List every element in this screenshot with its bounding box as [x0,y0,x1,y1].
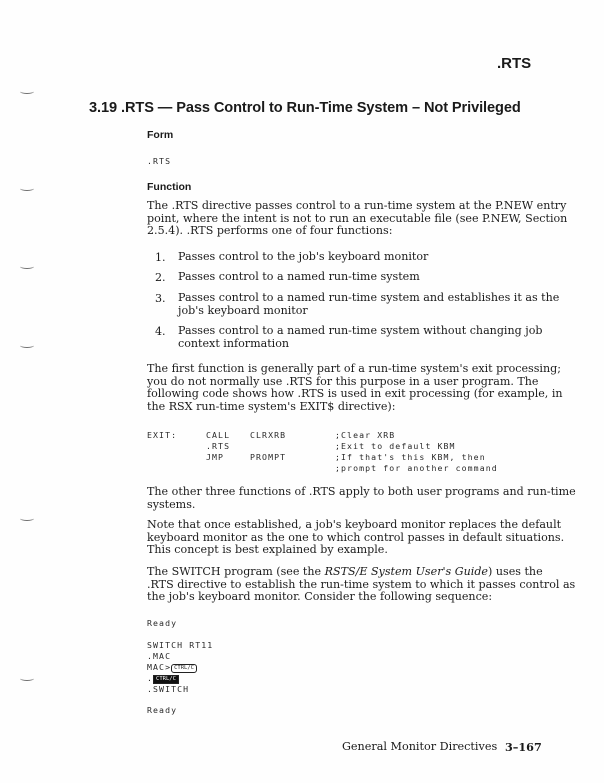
punch-mark [20,89,34,94]
text-run: ) uses the [488,565,543,578]
list-item-text: Passes control to a named run-time system and establishes it as the [178,291,560,304]
text-line [147,565,543,579]
text-line: This concept is best explained by example. [147,543,388,557]
ctrl-c-key-icon: CTRL/C [153,675,179,684]
text-line: point, where the intent is not to run an executable file (see P.NEW, Section [147,211,568,225]
list-item-text: Passes control to the job's keyboard monitor [178,250,429,263]
ctrl-c-key-icon: CTRL/C [171,664,197,673]
text-line: the RSX run-time system's EXIT$ directive): [147,399,396,413]
section-title-text: .RTS — Pass Control to Run-Time System – Not Privileged [120,100,521,116]
switch-command: SWITCH RT11 [147,640,214,650]
function-heading: Function [147,181,192,193]
form-heading: Form [147,129,174,141]
section-title [89,100,521,116]
other-functions-paragraph [147,485,576,511]
punch-mark [20,343,34,348]
section-number: 3.19 [89,100,118,116]
mac-prompt: .MAC [147,651,172,661]
text-line: 2.5.4). .RTS performs one of four functions: [147,224,393,238]
text-line: .RTS directive to establish the run-time system to which it passes control as [147,577,576,591]
ready-prompt: Ready [147,618,178,628]
exit-processing-paragraph [147,362,563,413]
prompt-text: . [147,673,154,683]
running-head: .RTS [497,55,532,72]
mac-ctrl-c-line [147,662,197,673]
code-label: EXIT: [147,430,178,440]
list-item-text: Passes control to a named run-time system [178,270,420,283]
intro-paragraph [147,199,568,238]
code-comment: ;Exit to default KBM [335,441,456,451]
text-line: the job's keyboard monitor. Consider the following sequence: [147,590,493,604]
text-line: following code shows how .RTS is used in exit processing (for example, in [147,387,563,401]
code-comment: ;If that's this KBM, then [335,452,486,462]
code-op: JMP [206,452,225,462]
list-number: 2. [155,271,166,284]
code-comment: ;prompt for another command [335,463,498,473]
punch-mark [20,186,34,191]
punch-mark [20,676,34,681]
code-arg: CLRXRB [250,430,287,440]
keyboard-monitor-paragraph [147,518,565,557]
list-number: 3. [155,292,166,305]
text-line: you do not normally use .RTS for this purpose in a user program. The [147,374,539,388]
code-op: CALL [206,430,231,440]
list-number: 1. [155,251,166,264]
prompt-text: MAC> [147,662,172,672]
dot-ctrl-c-line [147,673,179,684]
text-line: systems. [147,497,196,511]
punch-mark [20,264,34,269]
guide-citation: RSTS/E System User's Guide [324,565,488,578]
ready-prompt: Ready [147,705,178,715]
code-arg: PROMPT [250,452,287,462]
punch-mark [20,516,34,521]
switch-program-paragraph [147,565,576,604]
text-line: The .RTS directive passes control to a run-time system at the P.NEW entry [147,199,567,212]
switch-prompt: .SWITCH [147,684,190,694]
list-item-text: job's keyboard monitor [178,303,308,317]
code-comment: ;Clear XRB [335,430,396,440]
footer-title: General Monitor Directives [342,740,498,753]
code-op: .RTS [206,441,231,451]
text-line: Note that once established, a job's keyboard monitor replaces the default [147,518,562,531]
page-number: 3–167 [505,740,542,754]
text-line: The other three functions of .RTS apply to both user programs and run-time [147,485,576,498]
text-line: keyboard monitor as the one to which control passes in default situations. [147,530,565,544]
list-number: 4. [155,325,166,338]
list-item-text: context information [178,336,290,350]
text-run: The SWITCH program (see the [147,565,325,578]
text-line: The first function is generally part of a run-time system's exit processing; [147,362,561,375]
list-item-text: Passes control to a named run-time system without changing job [178,324,543,337]
form-syntax: .RTS [147,156,172,166]
